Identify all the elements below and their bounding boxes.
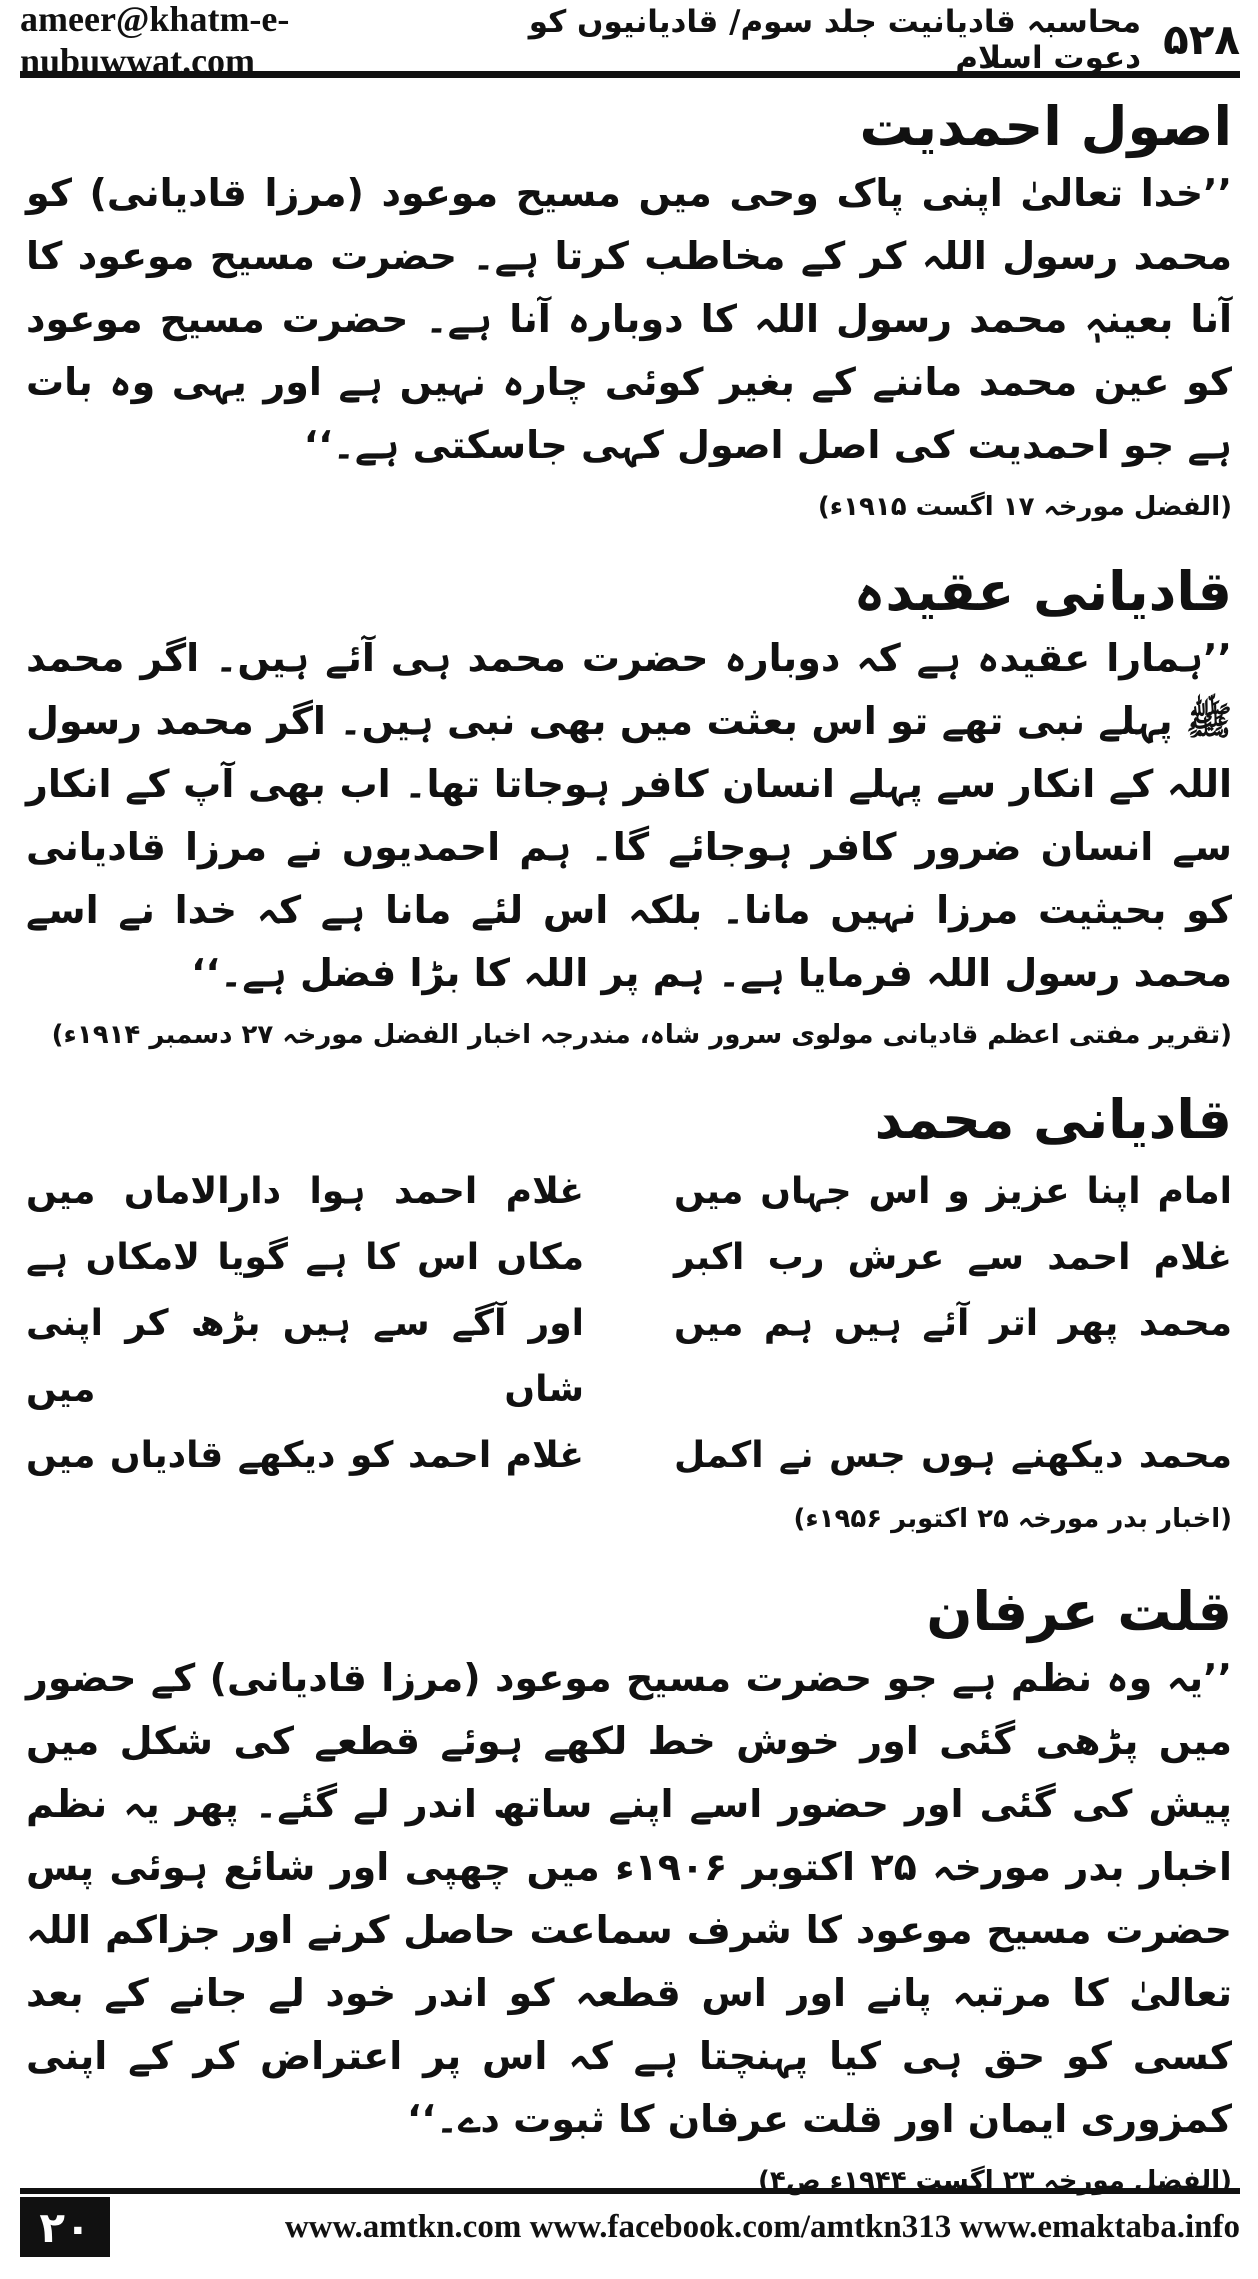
header-email[interactable]: ameer@khatm-e-nubuwwat.com [20,0,290,81]
section-qadiani-muhammad [26,1085,1232,1549]
header-book-title: محاسبہ قادیانیت جلد سوم/ قادیانیوں کو دعوت اسلام [528,3,1142,76]
verse-line: محمد دیکھنے ہوں جس نے اکمل [674,1435,1232,1476]
header-page-number: ۵۲۸ [1163,15,1240,64]
verse-line: غلام احمد سے عرش رب اکبر [674,1237,1232,1278]
footer-page-number: ۲۰ [20,2197,110,2257]
verse-line: محمد پھر اتر آئے ہیں ہم میں [674,1303,1232,1344]
section-heading: قلت عرفان [926,1580,1232,1643]
footer-links[interactable]: www.amtkn.com www.facebook.com/amtkn313 www.emaktaba.info [284,2208,1240,2245]
section-heading: قادیانی محمد [874,1088,1232,1151]
verse-line: غلام احمد کو دیکھے قادیاں میں [26,1435,584,1476]
section-paragraph: ’’خدا تعالیٰ اپنی پاک وحی میں مسیح موعود (مرزا قادیانی) کو محمد رسول اللہ کر کے مخاطب کرتا ہے۔ حضرت مسیح موعود کا آنا بعینہٖ محمد رسول اللہ کا دوبارہ آنا ہے۔ حضرت مسیح موعود کو عین محمد ماننے کے بغیر کوئی چارہ نہیں ہے اور یہی وہ بات ہے جو احمدیت کی اصل اصول کہی جاسکتی ہے۔‘‘ [26,171,1232,467]
verse-line: اور آگے سے ہیں بڑھ کر اپنی شاں میں [26,1303,584,1410]
section-reference: (تقریر مفتی اعظم قادیانی مولوی سرور شاہ، مندرجہ اخبار الفضل مورخہ ۲۷ دسمبر ۱۹۱۴ء) [51,1020,1232,1050]
section-paragraph: ’’یہ وہ نظم ہے جو حضرت مسیح موعود (مرزا قادیانی) کے حضور میں پڑھی گئی اور خوش خط لکھے ہوئے قطعے کی شکل میں پیش کی گئی اور حضور اسے اپنے ساتھ اندر لے گئے۔ پھر یہ نظم اخبار بدر مورخہ ۲۵ اکتوبر ۱۹۰۶ء میں چھپی اور شائع ہوئی پس حضرت مسیح موعود کا شرف سماعت حاصل کرنے اور جزاکم اللہ تعالیٰ کا مرتبہ پانے اور اس قطعہ کو اندر خود لے جانے کے بعد کسی کو حق ہی کیا پہنچتا ہے کہ اس پر اعتراض کر کے اپنی کمزوری ایمان اور قلت عرفان کا ثبوت دے۔‘‘ [26,1656,1232,2141]
section-reference: (الفضل مورخہ ۱۷ اگست ۱۹۱۵ء) [817,492,1232,522]
page-footer [20,2188,1240,2260]
verse-line: غلام احمد ہوا دارالاماں میں [26,1171,584,1212]
verse-line: امام اپنا عزیز و اس جہاں میں [674,1171,1232,1212]
section-reference: (الفضل مورخہ ۲۳ اگست ۱۹۴۴ء ص۴) [758,2166,1232,2196]
section-heading: اصول احمدیت [859,95,1232,158]
section-reference: (اخبار بدر مورخہ ۲۵ اکتوبر ۱۹۵۶ء) [793,1504,1232,1534]
section-paragraph: ’’ہمارا عقیدہ ہے کہ دوبارہ حضرت محمد ہی آئے ہیں۔ اگر محمد ﷺ پہلے نبی تھے تو اس بعثت میں بھی نبی ہیں۔ اگر محمد رسول اللہ کے انکار سے پہلے انسان کافر ہوجاتا تھا۔ اب بھی آپ کے انکار سے انسان ضرور کافر ہوجائے گا۔ ہم احمدیوں نے مرزا قادیانی کو بحیثیت مرزا نہیں مانا۔ بلکہ اس لئے مانا ہے کہ خدا نے اسے محمد رسول اللہ فرمایا ہے۔ ہم پر اللہ کا بڑا فضل ہے۔‘‘ [26,636,1232,995]
section-usool-ahmadiyyat [26,92,1232,537]
poem-verses [26,1159,1232,1489]
section-heading: قادیانی عقیدہ [853,560,1232,623]
section-qadiani-aqeedah [26,557,1232,1065]
page-header [20,0,1240,81]
page-content [26,92,1232,2211]
section-qillat-irfan [26,1577,1232,2211]
header-title-group [456,4,1240,76]
verse-line: مکاں اس کا ہے گویا لامکاں ہے [26,1237,584,1278]
